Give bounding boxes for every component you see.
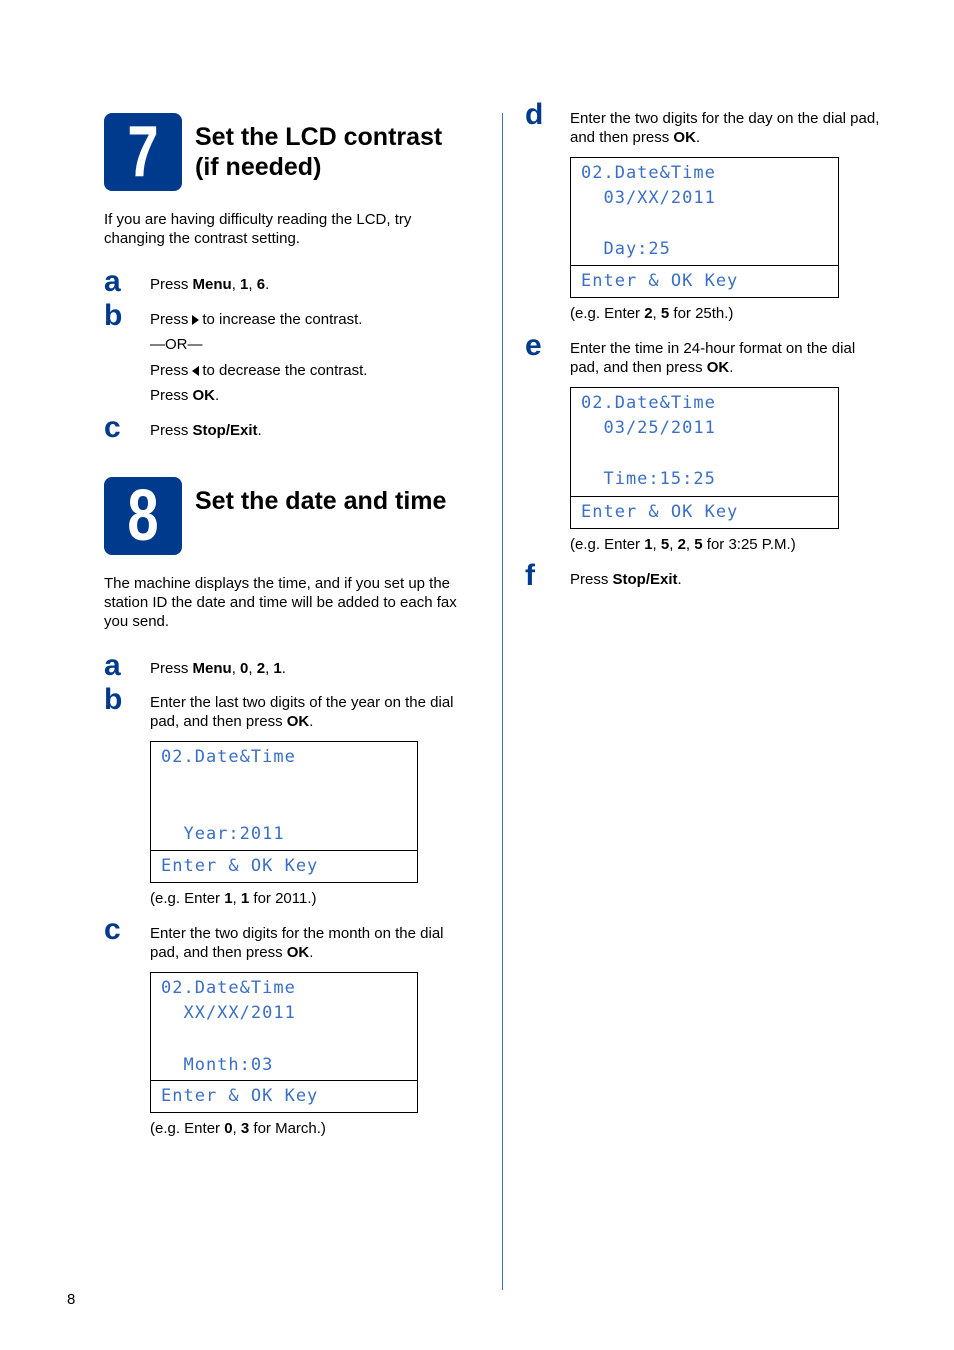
step-8a-text: Press Menu, 0, 2, 1. [150, 660, 286, 677]
step-8-intro: The machine displays the time, and if you set up the station ID the date and time will be added to each fax you send. [104, 575, 457, 630]
lcd-row-2: 03/XX/2011 [581, 188, 716, 208]
step-8c-caption: (e.g. Enter 0, 3 for March.) [150, 1120, 326, 1137]
lcd-display-day [570, 157, 839, 298]
lcd-row-3: Year:2011 [161, 824, 285, 844]
step-7b-letter: b [104, 299, 123, 332]
step-8e-caption: (e.g. Enter 1, 5, 2, 5 for 3:25 P.M.) [570, 536, 796, 553]
step-8e-letter: e [525, 329, 542, 362]
lcd-row-2: 03/25/2011 [581, 418, 716, 438]
step-7b-line1: Press to increase the contrast. [150, 311, 363, 328]
lcd-row-2: XX/XX/2011 [161, 1003, 296, 1023]
lcd-row-3: Month:03 [161, 1055, 274, 1075]
step-8b-caption: (e.g. Enter 1, 1 for 2011.) [150, 890, 317, 907]
step-8d-text: Enter the two digits for the day on the dial pad, and then press OK. [570, 110, 880, 146]
step-8f-letter: f [525, 559, 535, 592]
step-7a-text: Press Menu, 1, 6. [150, 276, 270, 293]
step-7c-letter: c [104, 411, 121, 444]
lcd-row-3: Time:15:25 [581, 469, 716, 489]
page-number: 8 [67, 1291, 76, 1308]
lcd-footer: Enter & OK Key [151, 850, 417, 882]
lcd-row-1: 02.Date&Time [581, 163, 716, 183]
step-8c-text: Enter the two digits for the month on the dial pad, and then press OK. [150, 925, 444, 961]
step-8b-letter: b [104, 683, 123, 716]
lcd-footer: Enter & OK Key [571, 265, 838, 297]
right-arrow-icon [192, 315, 199, 325]
step-7b-or: —OR— [150, 336, 203, 353]
lcd-display-month [150, 972, 418, 1113]
step-7-intro: If you are having difficulty reading the LCD, try changing the contrast setting. [104, 211, 412, 247]
step-7c-text: Press Stop/Exit. [150, 422, 262, 439]
step-7a-letter: a [104, 265, 121, 298]
step-8-badge: 8 [104, 477, 182, 555]
lcd-footer: Enter & OK Key [571, 496, 838, 528]
step-7-badge: 7 [104, 113, 182, 191]
step-8f-text: Press Stop/Exit. [570, 571, 682, 588]
lcd-row-3: Day:25 [581, 239, 671, 259]
step-7b-line3: Press OK. [150, 387, 220, 404]
step-8a-letter: a [104, 649, 121, 682]
lcd-display-year [150, 741, 418, 883]
step-8b-text: Enter the last two digits of the year on the dial pad, and then press OK. [150, 694, 454, 730]
lcd-row-1: 02.Date&Time [161, 747, 296, 767]
step-8d-letter: d [525, 98, 544, 131]
step-8e-text: Enter the time in 24-hour format on the dial pad, and then press OK. [570, 340, 856, 376]
lcd-row-1: 02.Date&Time [161, 978, 296, 998]
step-8d-caption: (e.g. Enter 2, 5 for 25th.) [570, 305, 734, 322]
left-arrow-icon [192, 366, 199, 376]
step-8c-letter: c [104, 913, 121, 946]
step-7-title: Set the LCD contrast (if needed) [195, 123, 443, 181]
lcd-footer: Enter & OK Key [151, 1080, 417, 1112]
column-divider [502, 113, 503, 1290]
step-8-title: Set the date and time [195, 487, 447, 515]
lcd-row-1: 02.Date&Time [581, 393, 716, 413]
lcd-display-time [570, 387, 839, 529]
step-7b-line2: Press to decrease the contrast. [150, 362, 368, 379]
